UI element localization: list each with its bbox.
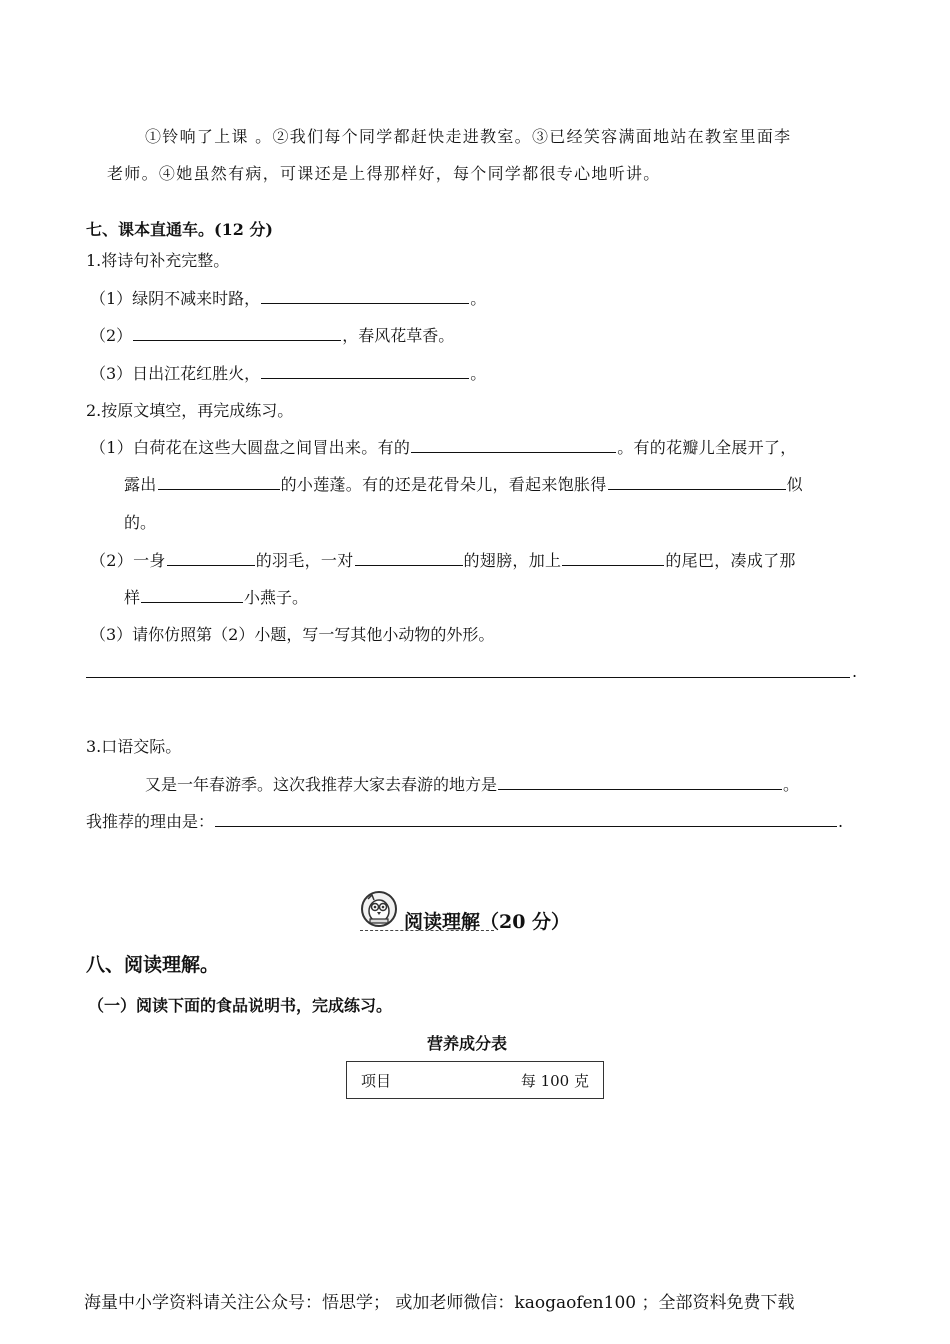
q2-p2-blank-3[interactable] <box>562 551 664 566</box>
q2-p2-blank-2[interactable] <box>355 551 463 566</box>
table-header-per-100g: 每 100 克 <box>520 1071 589 1090</box>
reading-section-title: 阅读理解（20 分） <box>404 911 571 933</box>
q2-p2-text-f: 小燕子。 <box>244 588 309 607</box>
footer-text: 海量中小学资料请关注公众号：悟思学； 或加老师微信：kaogaofen100 ；全部资料免费下载 <box>84 1293 795 1313</box>
q2-p2-text-a: （2）一身 <box>90 551 166 570</box>
reading-owl-icon <box>358 889 402 929</box>
paragraph-line-1: ①铃响了上课 。②我们每个同学都赶快走进教室。③已经笑容满面地站在教室里面李 <box>145 127 792 146</box>
q2-part-1-line-1 <box>90 435 797 458</box>
q2-p1-blank-2[interactable] <box>158 475 280 490</box>
q1-item-2-prefix: （2） <box>90 326 133 345</box>
q1-item-3-suffix: 。 <box>470 364 487 383</box>
q2-p2-blank-4[interactable] <box>141 588 243 603</box>
q2-part-2-line-1 <box>90 548 796 571</box>
table-header-item: 项目 <box>361 1071 392 1090</box>
paragraph-line-2: 老师。④她虽然有病，可课还是上得那样好，每个同学都很专心地听讲。 <box>107 164 661 183</box>
q3-text-c: 我推荐的理由是： <box>86 812 215 831</box>
q2-label: 2.按原文填空，再完成练习。 <box>86 401 294 420</box>
table-row <box>347 1062 604 1099</box>
q3-text-a: 又是一年春游季。这次我推荐大家去春游的地方是 <box>145 775 498 794</box>
q2-p1-text-c: 露出 <box>124 475 157 494</box>
q3-blank-2[interactable] <box>215 812 837 827</box>
q3-label: 3.口语交际。 <box>86 737 182 756</box>
nutrition-table <box>346 1061 604 1099</box>
q3-blank-1[interactable] <box>498 775 782 790</box>
q2-p1-blank-3[interactable] <box>608 475 786 490</box>
section-7-title: 七、课本直通车。(12 分) <box>86 220 273 239</box>
q2-part-3-answer-line[interactable] <box>86 677 850 678</box>
q1-item-3-blank[interactable] <box>261 364 469 379</box>
q3-text-b: 。 <box>783 775 800 794</box>
q1-item-2-blank[interactable] <box>133 326 341 341</box>
q2-p1-text-a: （1）白荷花在这些大圆盘之间冒出来。有的 <box>90 438 411 457</box>
q2-part-3: （3）请你仿照第（2）小题，写一写其他小动物的外形。 <box>90 625 495 644</box>
reading-title-underline <box>360 930 494 931</box>
q1-label: 1.将诗句补充完整。 <box>86 251 230 270</box>
q2-p1-text-e: 似 <box>786 475 803 494</box>
q2-p1-text-d: 的小莲蓬。有的还是花骨朵儿，看起来饱胀得 <box>280 475 607 494</box>
q3-line-1 <box>145 772 799 795</box>
q3-text-d: . <box>838 812 844 831</box>
q2-p1-text-b: 。有的花瓣儿全展开了， <box>617 438 797 457</box>
q1-item-2 <box>90 323 454 346</box>
q2-part-1-line-3: 的。 <box>124 513 157 532</box>
q3-line-2 <box>86 809 843 832</box>
q2-part-2-line-2 <box>124 585 308 608</box>
q2-p2-text-b: 的羽毛，一对 <box>255 551 354 570</box>
q1-item-3 <box>90 361 486 384</box>
q1-item-1-blank[interactable] <box>261 289 469 304</box>
q2-p1-blank-1[interactable] <box>411 438 616 453</box>
q1-item-1 <box>90 286 486 309</box>
q2-part-1-line-2 <box>124 472 803 495</box>
section-8-title: 八、阅读理解。 <box>86 954 220 976</box>
section-8-sub-1: （一）阅读下面的食品说明书，完成练习。 <box>88 996 393 1015</box>
q1-item-2-suffix: ，春风花草香。 <box>342 326 455 345</box>
q2-p2-text-d: 的尾巴，凑成了那 <box>665 551 796 570</box>
q2-p2-blank-1[interactable] <box>167 551 255 566</box>
q1-item-3-prefix: （3）日出江花红胜火， <box>90 364 261 383</box>
q1-item-1-suffix: 。 <box>470 289 487 308</box>
q2-p2-text-c: 的翅膀，加上 <box>463 551 562 570</box>
q2-p2-text-e: 样 <box>124 588 141 607</box>
q1-item-1-prefix: （1）绿阴不减来时路， <box>90 289 261 308</box>
nutrition-table-title: 营养成分表 <box>427 1034 508 1053</box>
q2-part-3-end-mark: . <box>852 662 858 681</box>
